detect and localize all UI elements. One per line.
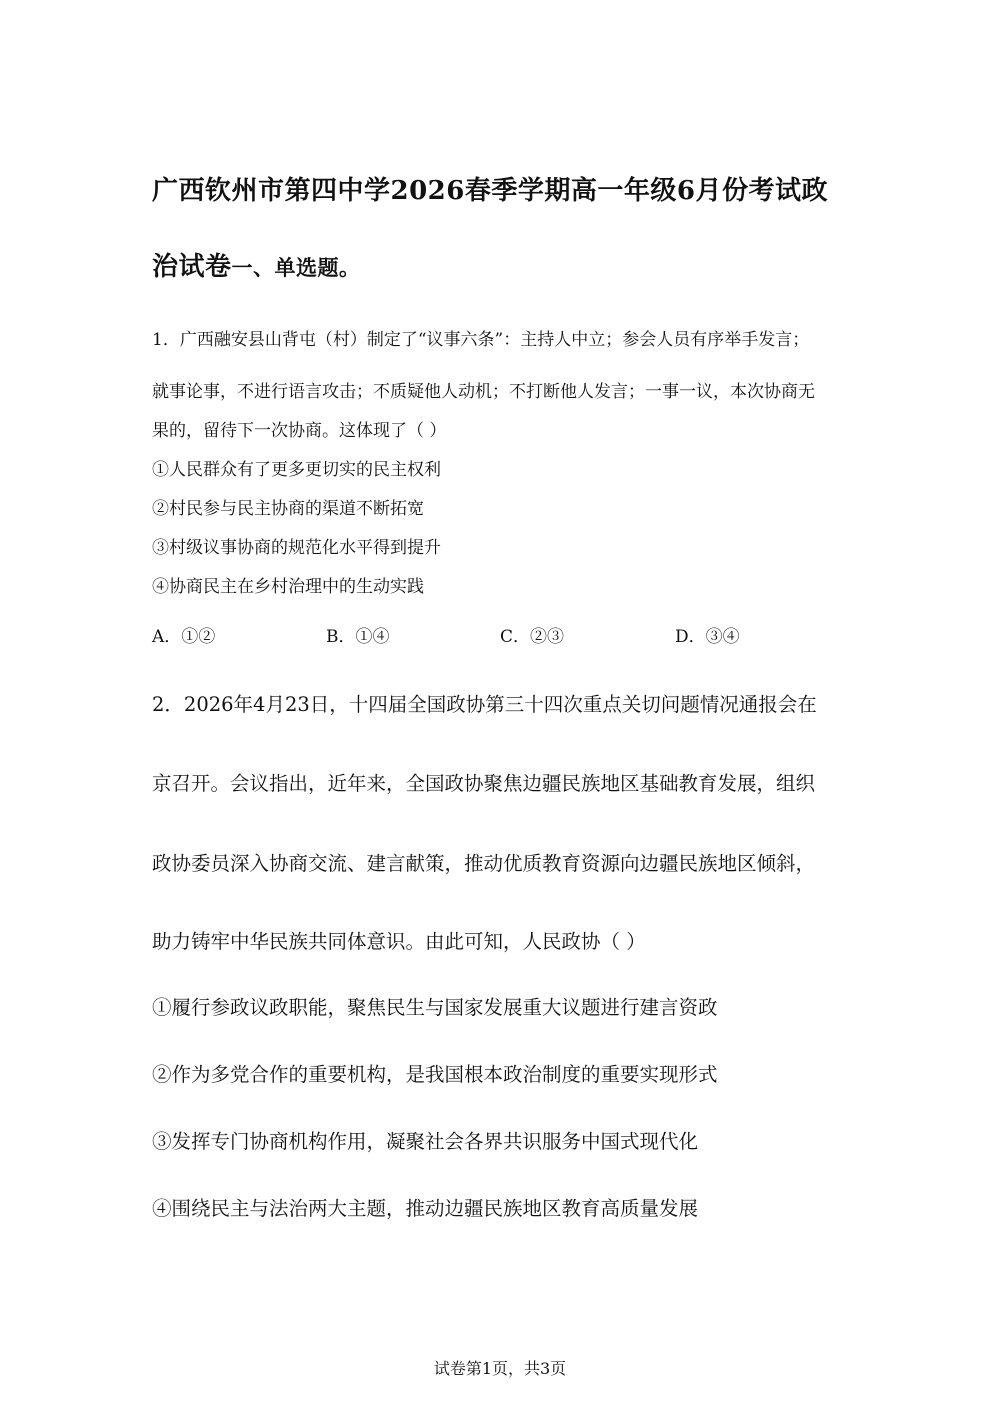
exam-title-line-2	[152, 246, 361, 283]
question-1-statement-1: ①人民群众有了更多更切实的民主权利	[152, 460, 441, 480]
question-2-stem-line-3: 政协委员深入协商交流、建言献策，推动优质教育资源向边疆民族地区倾斜，	[152, 852, 816, 875]
option-d: D．③④	[675, 627, 740, 647]
question-1-statement-4: ④协商民主在乡村治理中的生动实践	[152, 577, 424, 597]
question-2-stem-line-1: 2．2026年4月23日，十四届全国政协第三十四次重点关切问题情况通报会在	[152, 693, 817, 716]
question-2-statement-2: ②作为多党合作的重要机构，是我国根本政治制度的重要实现形式	[152, 1063, 718, 1086]
question-1-stem-line-1: 1．广西融安县山背屯（村）制定了“议事六条”：主持人中立；参会人员有序举手发言；	[152, 330, 810, 350]
option-a: A．①②	[152, 627, 216, 647]
question-2-stem-line-4: 助力铸牢中华民族共同体意识。由此可知，人民政协（ ）	[152, 930, 646, 953]
exam-title-line-1	[152, 170, 828, 207]
page-footer	[0, 1356, 1000, 1379]
question-2-statement-1: ①履行参政议政职能，聚焦民生与国家发展重大议题进行建言资政	[152, 996, 718, 1019]
question-1-statement-3: ③村级议事协商的规范化水平得到提升	[152, 538, 441, 558]
option-b: B．①④	[326, 627, 390, 647]
question-2-statement-4: ④围绕民主与法治两大主题，推动边疆民族地区教育高质量发展	[152, 1197, 699, 1220]
question-2-statement-3: ③发挥专门协商机构作用，凝聚社会各界共识服务中国式现代化	[152, 1130, 699, 1153]
section-heading: 一、单选题。	[231, 256, 361, 280]
question-1-stem-line-2: 就事论事，不进行语言攻击；不质疑他人动机；不打断他人发言；一事一议，本次协商无	[152, 382, 815, 402]
question-1-options	[152, 622, 852, 650]
question-2-stem-line-2: 京召开。会议指出，近年来，全国政协聚焦边疆民族地区基础教育发展，组织	[152, 772, 816, 795]
exam-title-text-1: 广西钦州市第四中学2026春季学期高一年级6月份考试政	[152, 176, 828, 206]
option-c: C．②③	[500, 627, 565, 647]
question-1-statement-2: ②村民参与民主协商的渠道不断拓宽	[152, 499, 424, 519]
page-number-label: 试卷第1页，共3页	[433, 1359, 567, 1378]
question-1-stem-line-3: 果的，留待下一次协商。这体现了（ ）	[152, 421, 447, 441]
exam-title-text-2: 治试卷	[152, 252, 232, 282]
